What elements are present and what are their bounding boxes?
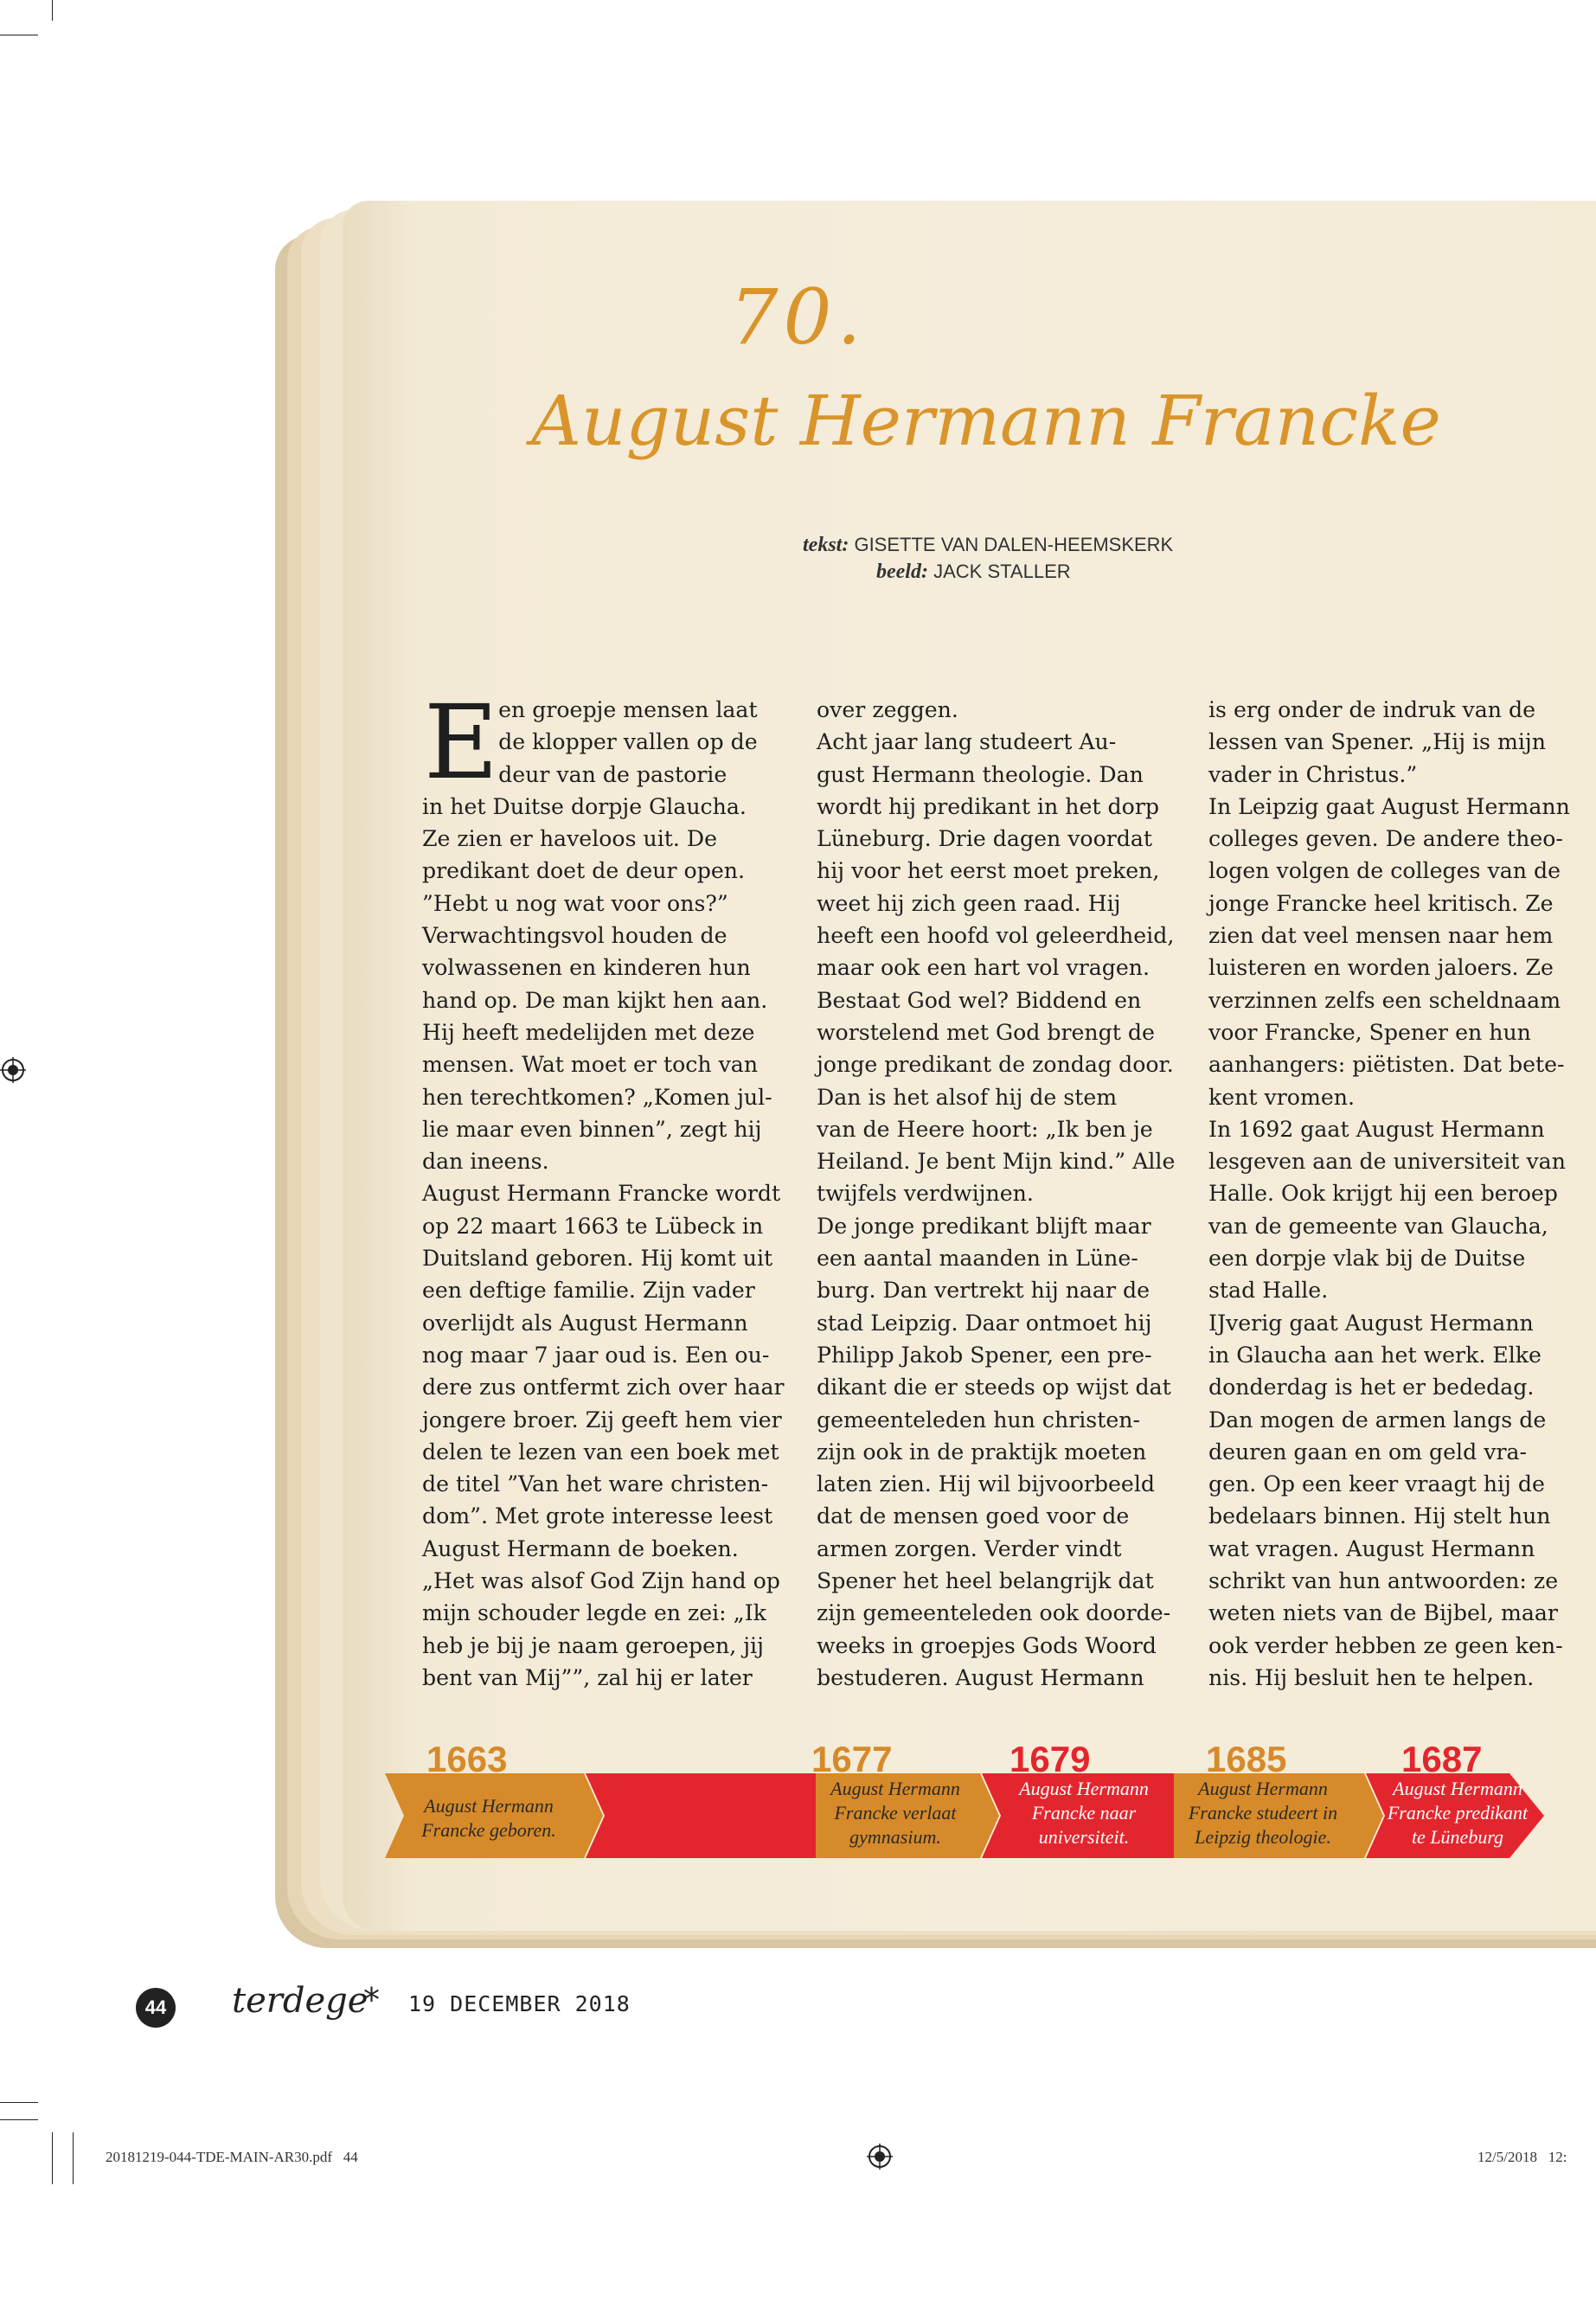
- credit-text: [803, 534, 1173, 557]
- timeline-year: 1679: [1010, 1739, 1091, 1779]
- print-slug-date: 12/5/2018 12:: [1477, 2149, 1567, 2165]
- timeline-year: 1685: [1206, 1739, 1287, 1779]
- timeline: [385, 1739, 1561, 1886]
- registration-mark-icon: [867, 2144, 893, 2170]
- timeline-event: August Hermann Francke geboren.: [421, 1795, 556, 1841]
- article-number: 70.: [729, 272, 867, 362]
- body-column-1: en groepje mensen laat de klopper vallen op de deur van de pastorie in het Duitse dorpje Glaucha. Ze zien er haveloos uit. De predikant doet de deur open. ”Hebt u nog wat voor ons?” Verwachtingsvol houden de volwassenen en kinderen hun hand op. De man kijkt hen aan. Hij heeft medelijden met deze mensen. Wat moet er toch van hen terechtkomen? „Komen jul- lie maar even binnen”, zegt hij dan ineens. August Hermann Francke wordt op 22 maart 1663 te Lübeck in Duitsland geboren. Hij komt uit een deftige familie. Zijn vader overlijdt als August Hermann nog maar 7 jaar oud is. Een ou- dere zus ontfermt zich over haar jongere broer. Zij geeft hem vier delen te lezen van een boek met de titel ”Van het ware christen- dom”. Met grote interesse leest August Hermann de boeken. „Het was alsof God Zijn hand op mijn schouder legde en zei: „Ik heb je bij je naam geroepen, jij bent van Mij””, zal hij er later: [422, 697, 785, 1690]
- timeline-event: August Hermann Francke naar universiteit.: [1019, 1778, 1149, 1848]
- credit-image-name: JACK STALLER: [933, 561, 1071, 582]
- magazine-logo: terdege: [232, 1981, 369, 2021]
- credit-text-name: GISETTE VAN DALEN-HEEMSKERK: [854, 534, 1174, 555]
- article-title: August Hermann Francke: [531, 381, 1441, 461]
- timeline-year: 1677: [811, 1739, 893, 1779]
- credit-image: [876, 561, 1071, 584]
- registration-mark-icon: [0, 1057, 26, 1083]
- body-column-3: is erg onder de indruk van de lessen van Spener. „Hij is mijn vader in Christus.” In Leipzig gaat August Hermann colleges geven. De andere theo- logen volgen de colleges van de jonge Francke heel kritisch. Ze zien dat veel mensen naar hem luisteren en worden jaloers. Ze verzinnen zelfs een scheldnaam voor Francke, Spener en hun aanhangers: piëtisten. Dat bete- kent vromen. In 1692 gaat August Hermann lesgeven aan de universiteit van Halle. Ook krijgt hij een beroep van de gemeente van Glaucha, een dorpje vlak bij de Duitse stad Halle. IJverig gaat August Hermann in Glaucha aan het werk. Elke donderdag is het er bededag. Dan mogen de armen langs de deuren gaan en om geld vra- gen. Op een keer vraagt hij de bedelaars binnen. Hij stelt hun wat vragen. August Hermann schrikt van hun antwoorden: ze weten niets van de Bijbel, maar ook verder hebben ze geen ken- nis. Hij besluit hen te helpen.: [1208, 697, 1570, 1690]
- drop-cap: E: [424, 683, 499, 802]
- timeline-event: August Hermann Francke studeert in Leipzig theologie.: [1188, 1778, 1338, 1848]
- crop-mark: [0, 2102, 38, 2103]
- timeline-event: August Hermann Francke predikant te Lüneburg: [1387, 1778, 1529, 1848]
- crop-mark: [52, 0, 53, 21]
- credit-text-label: tekst:: [803, 534, 849, 556]
- crop-mark: [0, 2119, 38, 2120]
- timeline-event: August Hermann Francke verlaat gymnasium.: [830, 1778, 960, 1848]
- crop-mark: [73, 2132, 74, 2184]
- timeline-year: 1663: [426, 1739, 508, 1779]
- issue-date: 19 DECEMBER 2018: [408, 1991, 631, 2016]
- timeline-year: 1687: [1401, 1739, 1483, 1779]
- page-number: 44: [136, 1988, 176, 2028]
- crop-mark: [52, 2132, 53, 2184]
- print-slug-file: 20181219-044-TDE-MAIN-AR30.pdf 44: [106, 2149, 358, 2165]
- body-column-2: over zeggen. Acht jaar lang studeert Au- gust Hermann theologie. Dan wordt hij predikant in het dorp Lüneburg. Drie dagen voordat hij voor het eerst moet preken, weet hij zich geen raad. Hij heeft een hoofd vol geleerdheid, maar ook een hart vol vragen. Bestaat God wel? Biddend en worstelend met God brengt de jonge predikant de zondag door. Dan is het alsof hij de stem van de Heere hoort: „Ik ben je Heiland. Je bent Mijn kind.” Alle twijfels verdwijnen. De jonge predikant blijft maar een aantal maanden in Lüne- burg. Dan vertrekt hij naar de stad Leipzig. Daar ontmoet hij Philipp Jakob Spener, een pre- dikant die er steeds op wijst dat gemeenteleden hun christen- zijn ook in de praktijk moeten laten zien. Hij wil bijvoorbeeld dat de mensen goed voor de armen zorgen. Verder vindt Spener het heel belangrijk dat zijn gemeenteleden ook doorde- weeks in groepjes Gods Woord bestuderen. August Hermann: [817, 697, 1176, 1690]
- credit-image-label: beeld:: [876, 561, 928, 583]
- separator-star: *: [363, 1981, 380, 2019]
